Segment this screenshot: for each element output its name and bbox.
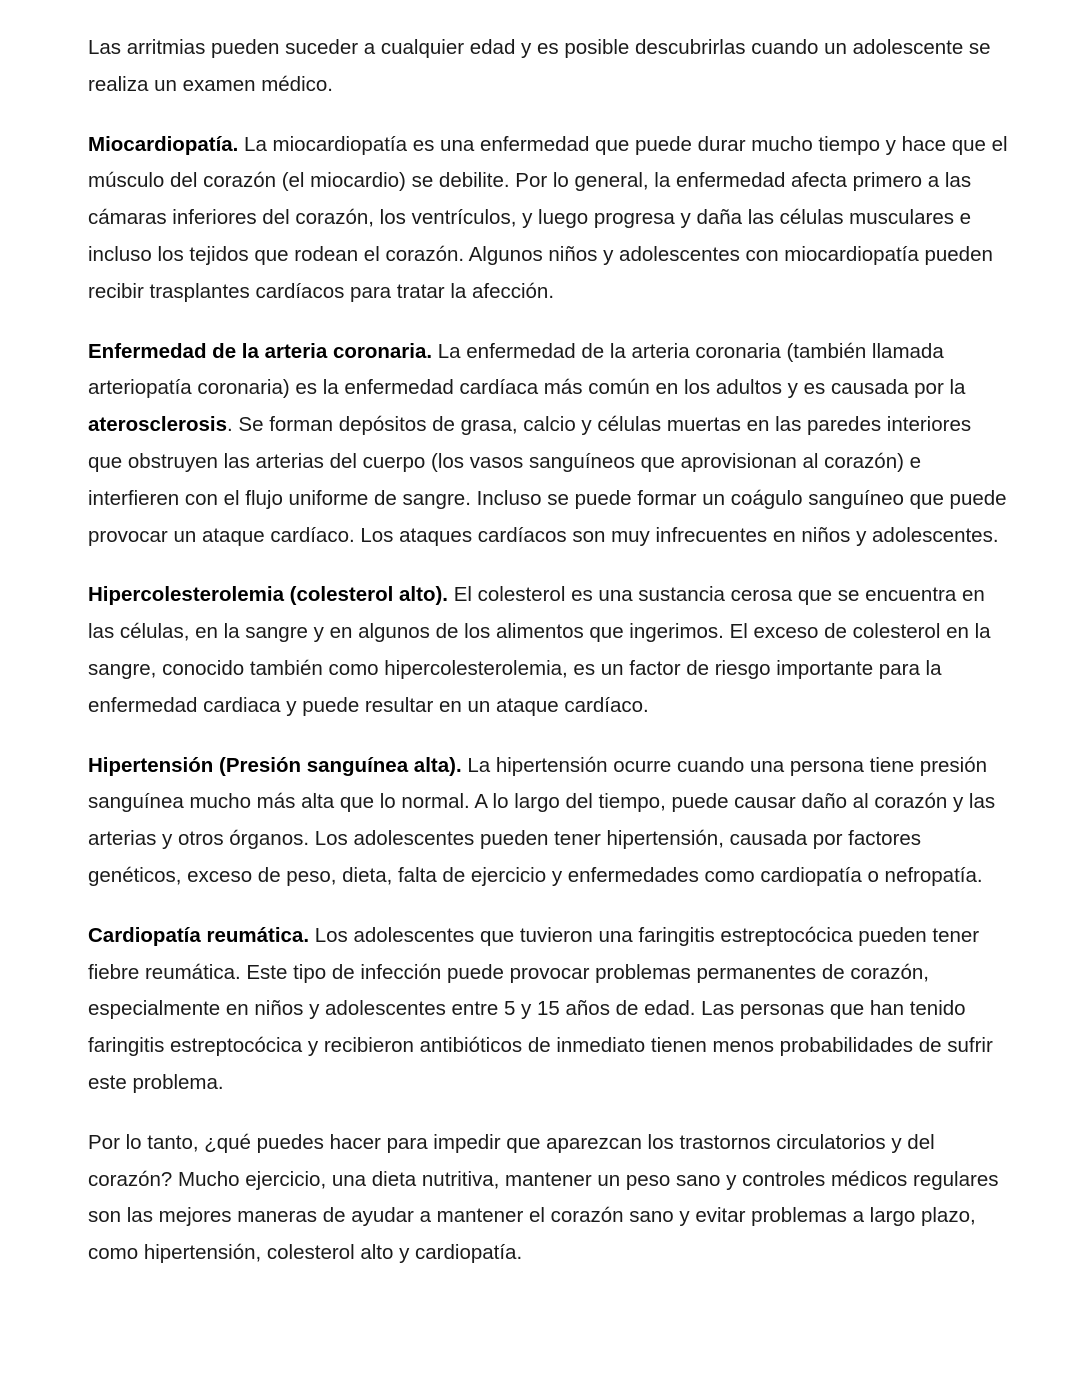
document-page	[88, 30, 1008, 1295]
paragraph-arritmias	[88, 30, 1008, 104]
paragraph-conclusion	[88, 1125, 1008, 1272]
paragraph-text: Los adolescentes que tuvieron una faringitis estreptocócica pueden tener fiebre reumática. Este tipo de infección puede provocar problemas permanentes de corazón, especialmente en niños y adolescentes entre 5 y 15 años de edad. Las personas que han tenido faringitis estreptocócica y recibieron antibióticos de inmediato tienen menos probabilidades de sufrir este problema.	[88, 923, 993, 1094]
paragraph-hipercolesterolemia	[88, 577, 1008, 724]
term-heading: Miocardiopatía.	[88, 132, 239, 156]
paragraph-text: Las arritmias pueden suceder a cualquier edad y es posible descubrirlas cuando un adolescente se realiza un examen médico.	[88, 36, 991, 96]
paragraph-text: La enfermedad de la arteria coronaria (también llamada arteriopatía coronaria) es la enfermedad cardíaca más común en los adultos y es causada por la	[88, 339, 966, 400]
paragraph-text: Por lo tanto, ¿qué puedes hacer para impedir que aparezcan los trastornos circulatorios y del corazón? Mucho ejercicio, una dieta nutritiva, mantener un peso sano y controles médicos regulares son las mejores maneras de ayudar a mantener el corazón sano y evitar problemas a largo plazo, como hipertensión, colesterol alto y cardiopatía.	[88, 1130, 999, 1265]
paragraph-text: El colesterol es una sustancia cerosa que se encuentra en las células, en la sangre y en algunos de los alimentos que ingerimos. El exceso de colesterol en la sangre, conocido también como hipercolesterolemia, es un factor de riesgo importante para la enfermedad cardiaca y puede resultar en un ataque cardíaco.	[88, 583, 991, 717]
paragraph-text: La hipertensión ocurre cuando una persona tiene presión sanguínea mucho más alta que lo normal. A lo largo del tiempo, puede causar daño al corazón y las arterias y otros órganos. Los adolescentes pueden tener hipertensión, causada por factores genéticos, exceso de peso, dieta, falta de ejercicio y enfermedades como cardiopatía o nefropatía.	[88, 753, 996, 887]
term-heading: Cardiopatía reumática.	[88, 923, 310, 947]
paragraph-cardiopatia-reumatica	[88, 918, 1008, 1102]
emphasis-term: aterosclerosis	[88, 413, 228, 437]
paragraph-text-continued: . Se forman depósitos de grasa, calcio y células muertas en las paredes interiores que obstruyen las arterias del cuerpo (los vasos sanguíneos que aprovisionan al corazón) e interfieren con el flujo uniforme de sangre. Incluso se puede formar un coágulo sanguíneo que puede provocar un ataque cardíaco. Los ataques cardíacos son muy infrecuentes en niños y adolescentes.	[88, 413, 1007, 547]
paragraph-text: La miocardiopatía es una enfermedad que puede durar mucho tiempo y hace que el músculo del corazón (el miocardio) se debilite. Por lo general, la enfermedad afecta primero a las cámaras inferiores del corazón, los ventrículos, y luego progresa y daña las células musculares e incluso los tejidos que rodean el corazón. Algunos niños y adolescentes con miocardiopatía pueden recibir trasplantes cardíacos para tratar la afección.	[88, 132, 1008, 303]
paragraph-arteria-coronaria	[88, 334, 1008, 555]
term-heading: Hipertensión (Presión sanguínea alta).	[88, 753, 462, 777]
paragraph-hipertension	[88, 748, 1008, 895]
term-heading: Hipercolesterolemia (colesterol alto).	[88, 583, 449, 607]
paragraph-miocardiopatia	[88, 127, 1008, 311]
term-heading: Enfermedad de la arteria coronaria.	[88, 339, 433, 363]
